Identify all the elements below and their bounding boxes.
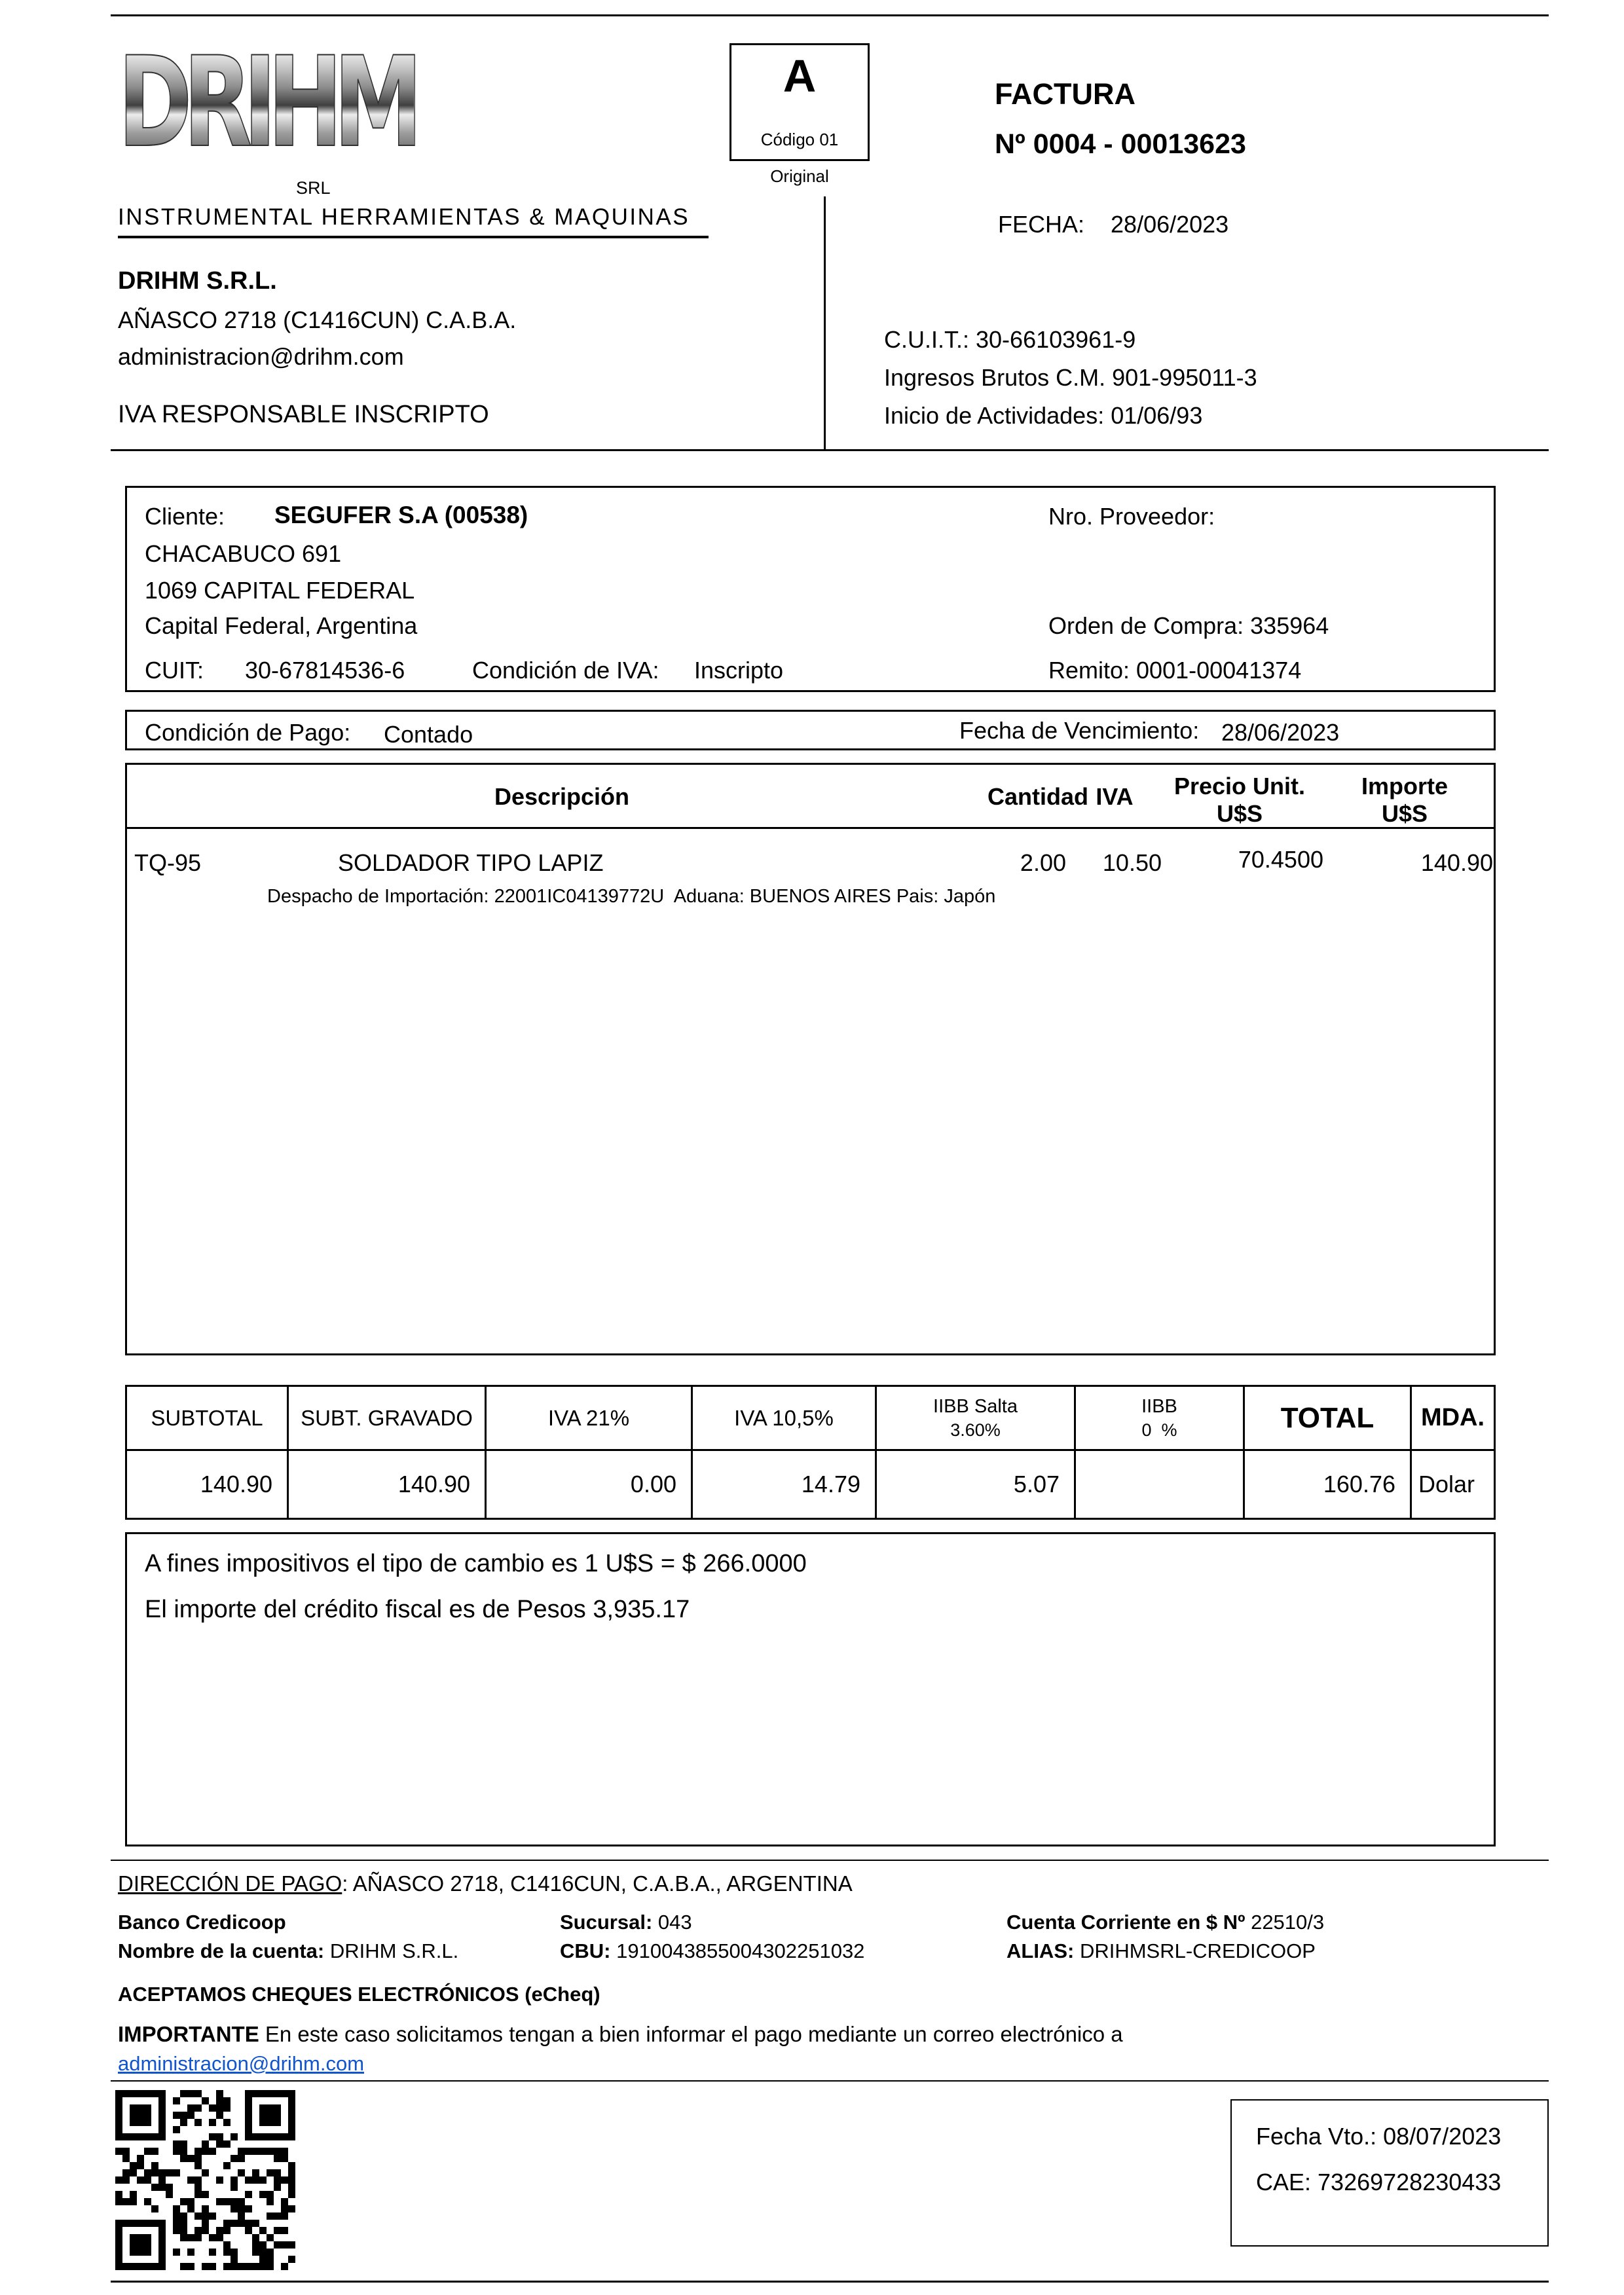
invoice-type-box (729, 43, 870, 161)
bank-cbu-label: CBU: (560, 1939, 611, 1962)
col-header-description: Descripción (494, 783, 630, 810)
issuer-iibb: Ingresos Brutos C.M. 901-995011-3 (884, 364, 1257, 391)
totals-header-iva21 (485, 1387, 691, 1451)
totals-value-currency: Dolar (1410, 1451, 1494, 1518)
important-text: En este caso solicitamos tengan a bien informar el pago mediante un correo electrónico a (265, 2022, 1123, 2046)
item-qty: 2.00 (1020, 849, 1066, 876)
item-iva: 10.50 (1102, 849, 1162, 876)
bank-account-number-label: Cuenta Corriente en $ Nº (1006, 1911, 1246, 1934)
item-unit-price: 70.4500 (1238, 846, 1323, 873)
col-header-amount-currency: U$S (1381, 800, 1428, 827)
company-tagline: INSTRUMENTAL HERRAMIENTAS & MAQUINAS (118, 204, 709, 238)
totals-value-subtotal: 140.90 (200, 1471, 272, 1497)
notes-box (125, 1532, 1496, 1846)
client-iva-label: Condición de IVA: (472, 657, 659, 684)
client-cuit-value: 30-67814536-6 (245, 657, 405, 684)
totals-header-label: SUBTOTAL (151, 1405, 263, 1430)
issuer-email: administracion@drihm.com (118, 343, 404, 370)
totals-header-iibb (1074, 1387, 1243, 1451)
qr-code (115, 2090, 295, 2270)
totals-value-subt-gravado: 140.90 (287, 1451, 485, 1518)
totals-header-label: MDA. (1420, 1404, 1485, 1431)
invoice-type-letter: A (783, 50, 817, 101)
totals-value-total: 160.76 (1243, 1451, 1410, 1518)
bank-cbu (560, 1939, 864, 1963)
totals-header-mda (1410, 1387, 1494, 1451)
totals-value-iibb-salta: 5.07 (875, 1451, 1074, 1518)
bottom-rule (111, 2281, 1549, 2283)
issuer-address: AÑASCO 2718 (C1416CUN) C.A.B.A. (118, 306, 517, 333)
bank-branch-value: 043 (657, 1911, 692, 1934)
totals-value-iva21: 0.00 (485, 1451, 691, 1518)
client-label: Cliente: (145, 503, 225, 530)
col-header-unit-price-currency: U$S (1216, 800, 1263, 827)
payment-terms-label: Condición de Pago: (145, 719, 351, 746)
item-import-detail: Despacho de Importación: 22001IC04139772U Aduana: BUENOS AIRES Pais: Japón (267, 886, 996, 907)
client-box (125, 486, 1496, 692)
important-label: IMPORTANTE (118, 2022, 259, 2046)
qr-finder-bottom-left (115, 2220, 166, 2270)
invoice-type-code: Código 01 (760, 130, 839, 149)
totals-value-iibb (1074, 1451, 1243, 1518)
copy-label: Original (770, 166, 829, 186)
issuer-name: DRIHM S.R.L. (118, 267, 277, 295)
client-address-2: 1069 CAPITAL FEDERAL (145, 577, 415, 604)
invoice-date-label: FECHA: (998, 211, 1085, 238)
totals-header-iva105 (691, 1387, 875, 1451)
bank-account-name-label: Nombre de la cuenta: (118, 1939, 325, 1962)
bank-account-name-value: DRIHM S.R.L. (329, 1939, 459, 1962)
bank-account-name (118, 1939, 458, 1963)
header-divider-line (824, 196, 826, 449)
totals-header-label: IIBB (1141, 1395, 1177, 1417)
client-address-3: Capital Federal, Argentina (145, 612, 418, 639)
bank-cbu-value: 1910043855004302251032 (616, 1939, 865, 1962)
bank-alias-value: DRIHMSRL-CREDICOOP (1079, 1939, 1316, 1962)
payment-email-link[interactable]: administracion@drihm.com (118, 2052, 365, 2075)
col-header-qty: Cantidad (987, 783, 1088, 810)
totals-header-label: IIBB Salta (933, 1395, 1018, 1417)
due-date-label: Fecha de Vencimiento: (959, 717, 1200, 744)
totals-header-iibb-salta (875, 1387, 1074, 1451)
bank-account-number (1006, 1911, 1324, 1934)
totals-header-label: SUBT. GRAVADO (301, 1405, 473, 1430)
totals-header-label: IVA 10,5% (734, 1405, 834, 1430)
exchange-rate-note: A fines impositivos el tipo de cambio es 1 U$S = $ 266.0000 (145, 1550, 807, 1577)
col-header-iva: IVA (1096, 783, 1134, 810)
remito-number: Remito: 0001-00041374 (1048, 657, 1302, 684)
issuer-activity-start: Inicio de Actividades: 01/06/93 (884, 402, 1203, 429)
totals-header-sublabel: 0 % (1141, 1420, 1177, 1440)
totals-table (125, 1385, 1496, 1520)
payment-terms-value: Contado (384, 721, 473, 748)
client-cuit-label: CUIT: (145, 657, 204, 684)
issuer-iva-status: IVA RESPONSABLE INSCRIPTO (118, 401, 489, 428)
due-date-footer: Fecha Vto.: 08/07/2023 (1256, 2123, 1502, 2150)
totals-value-iva105: 14.79 (691, 1451, 875, 1518)
qr-finder-top-left (115, 2090, 166, 2140)
totals-header-label: IVA 21% (547, 1405, 630, 1430)
item-description: SOLDADOR TIPO LAPIZ (338, 849, 604, 876)
col-header-amount: Importe (1361, 773, 1448, 799)
issuer-cuit: C.U.I.T.: 30-66103961-9 (884, 326, 1136, 353)
totals-header-sublabel: 3.60% (950, 1420, 1001, 1440)
invoice-date (998, 211, 1228, 238)
qr-finder-top-right (245, 2090, 295, 2140)
notes-bottom-rule (111, 1860, 1549, 1861)
totals-header-subtotal (127, 1387, 287, 1451)
totals-header-label: TOTAL (1280, 1401, 1375, 1434)
client-name: SEGUFER S.A (00538) (274, 502, 528, 528)
client-iva-value: Inscripto (694, 657, 784, 684)
payment-address-value: : AÑASCO 2718, C1416CUN, C.A.B.A., ARGENTINA (342, 1871, 853, 1896)
invoice-date-value: 28/06/2023 (1111, 211, 1229, 238)
company-logo (118, 30, 415, 177)
fiscal-credit-note: El importe del crédito fiscal es de Pesos 3,935.17 (145, 1596, 690, 1623)
bank-name: Banco Credicoop (118, 1911, 286, 1934)
item-code: TQ-95 (134, 849, 202, 876)
bank-alias (1006, 1939, 1316, 1963)
header-bottom-rule (111, 449, 1549, 451)
bank-branch-label: Sucursal: (560, 1911, 653, 1934)
logo-text: DRIHM (118, 30, 415, 175)
item-amount: 140.90 (1420, 849, 1493, 876)
doc-title: FACTURA (995, 77, 1135, 111)
bank-branch (560, 1911, 692, 1934)
purchase-order: Orden de Compra: 335964 (1048, 612, 1329, 639)
totals-header-total (1243, 1387, 1410, 1451)
doc-number: Nº 0004 - 00013623 (995, 128, 1246, 160)
cae-box (1230, 2099, 1549, 2247)
totals-header-subt-gravado (287, 1387, 485, 1451)
logo-srl-label: SRL (296, 178, 331, 198)
provider-number-label: Nro. Proveedor: (1048, 503, 1215, 530)
payment-bottom-rule (111, 2080, 1549, 2082)
payment-address-line (118, 1871, 853, 1896)
items-table (125, 763, 1496, 1355)
payment-terms-bar (125, 710, 1496, 750)
client-address-1: CHACABUCO 691 (145, 540, 342, 567)
echeq-note: ACEPTAMOS CHEQUES ELECTRÓNICOS (eCheq) (118, 1983, 600, 2006)
bank-alias-label: ALIAS: (1006, 1939, 1075, 1962)
col-header-unit-price: Precio Unit. (1173, 773, 1306, 799)
bank-account-number-value: 22510/3 (1251, 1911, 1325, 1934)
cae-number: CAE: 73269728230433 (1256, 2169, 1502, 2195)
due-date-value: 28/06/2023 (1221, 719, 1340, 746)
payment-address-label: DIRECCIÓN DE PAGO (118, 1871, 342, 1896)
important-note (118, 2022, 1123, 2047)
top-rule (111, 14, 1549, 16)
